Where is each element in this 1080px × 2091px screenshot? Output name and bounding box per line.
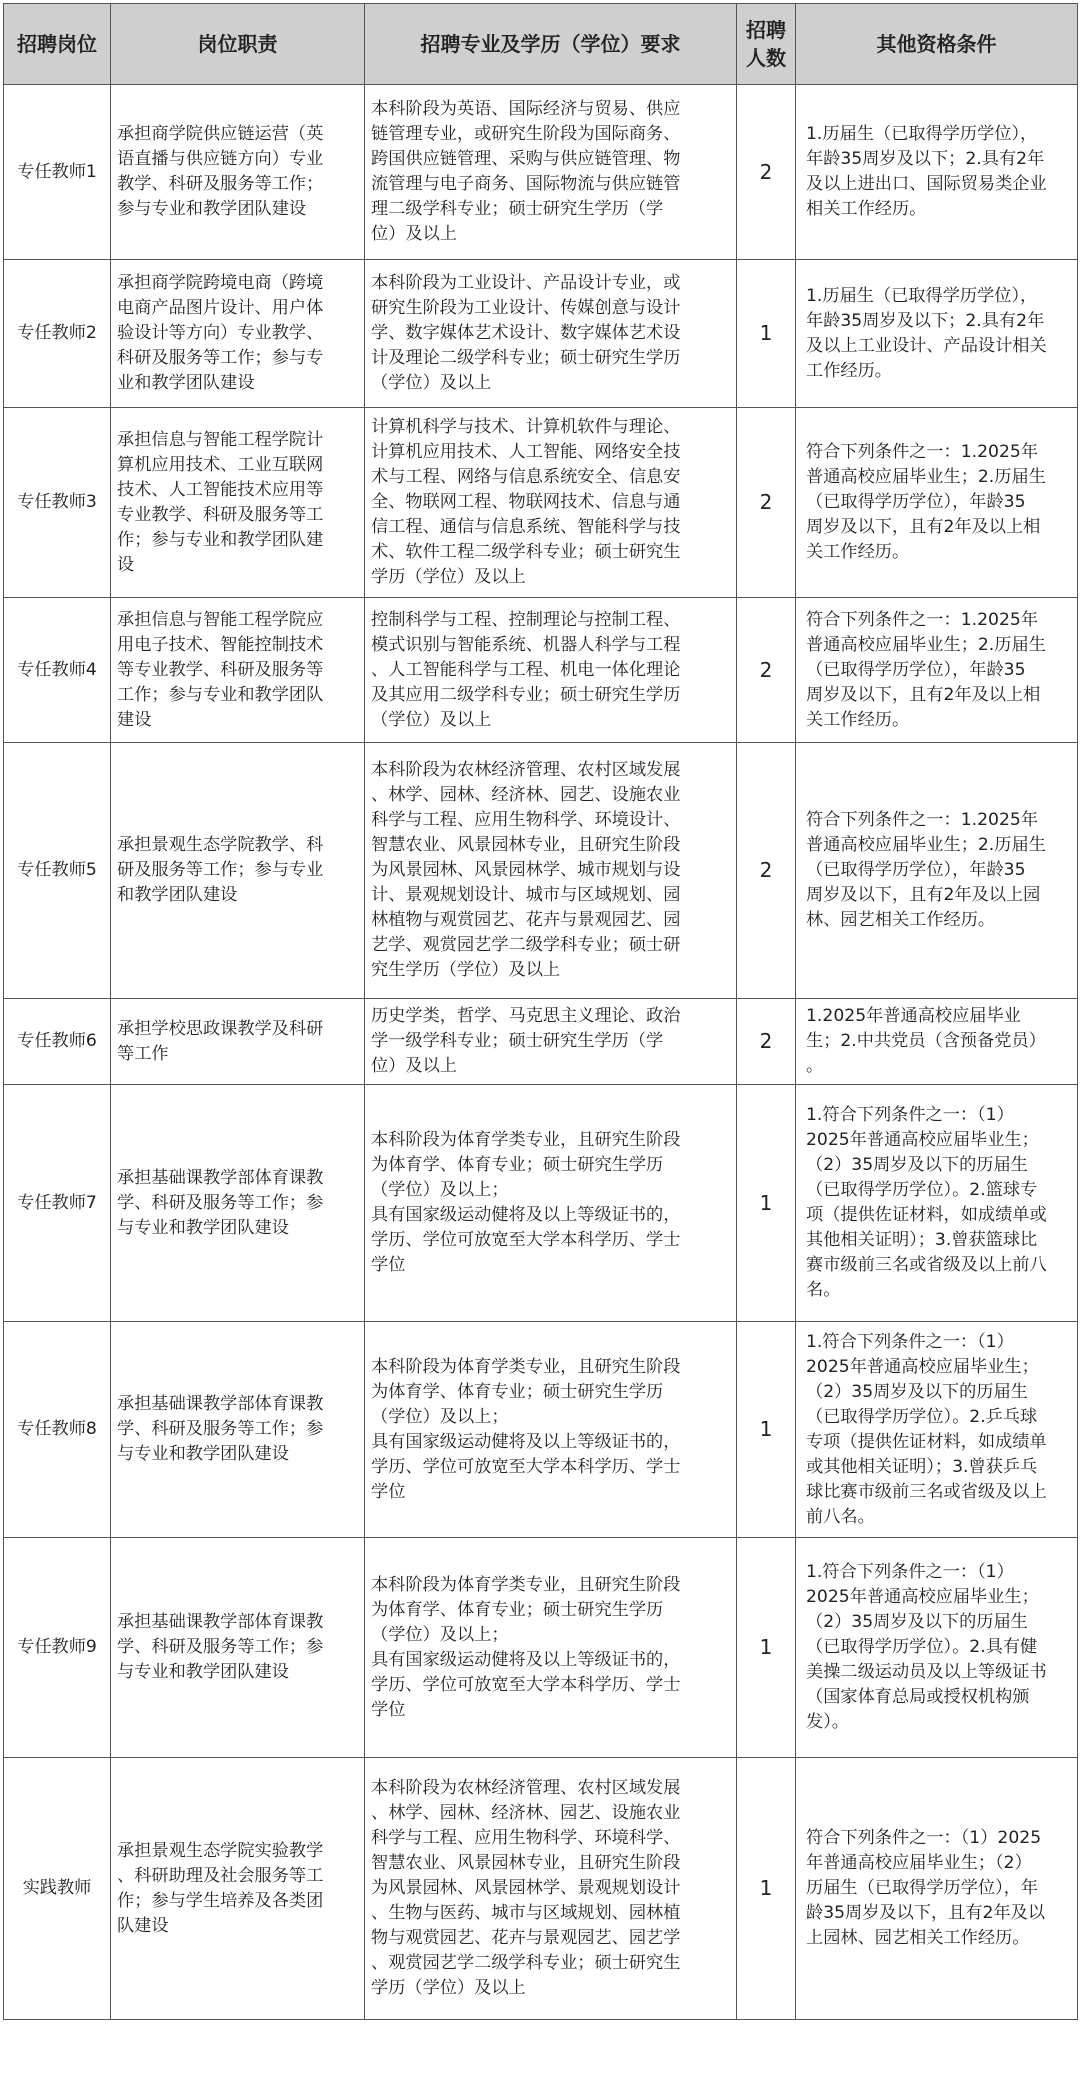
major-cell: 本科阶段为工业设计、产品设计专业，或 研究生阶段为工业设计、传媒创意与设计 学、数字媒体艺术设计、数字媒体艺术设 计及理论二级学科专业；硕士研究生学历 （学位）及以上 — [365, 260, 737, 408]
count-cell: 2 — [737, 999, 796, 1085]
major-cell: 控制科学与工程、控制理论与控制工程、 模式识别与智能系统、机器人科学与工程 、人工智能科学与工程、机电一体化理论 及其应用二级学科专业；硕士研究生学历 （学位）及以上 — [365, 598, 737, 743]
duties-cell: 承担景观生态学院教学、科 研及服务等工作；参与专业 和教学团队建设 — [111, 743, 365, 999]
other-cell: 符合下列条件之一：（1）2025 年普通高校应届毕业生；（2） 历届生（已取得学历学位），年 龄35周岁及以下，且有2年及以 上园林、园艺相关工作经历。 — [796, 1758, 1078, 2020]
other-cell: 1.2025年普通高校应届毕业 生；2.中共党员（含预备党员） 。 — [796, 999, 1078, 1085]
duties-cell: 承担信息与智能工程学院应 用电子技术、智能控制技术 等专业教学、科研及服务等 工作；参与专业和教学团队 建设 — [111, 598, 365, 743]
position-cell: 专任教师3 — [4, 408, 111, 598]
header-position: 招聘岗位 — [4, 4, 111, 85]
position-cell: 专任教师4 — [4, 598, 111, 743]
count-cell: 1 — [737, 1758, 796, 2020]
table-row — [4, 260, 1078, 408]
major-cell: 本科阶段为农林经济管理、农村区域发展 、林学、园林、经济林、园艺、设施农业 科学与工程、应用生物科学、环境设计、 智慧农业、风景园林专业，且研究生阶段 为风景园林、风景园林学、城市规划与设 计、景观规划设计、城市与区域规划、园 林植物与观赏园艺、花卉与景观园艺、园 艺学、观赏园艺学二级学科专业；硕士研 究生学历（学位）及以上 — [365, 743, 737, 999]
table-row — [4, 1322, 1078, 1538]
other-cell: 符合下列条件之一：1.2025年 普通高校应届毕业生；2.历届生 （已取得学历学位），年龄35 周岁及以下，且有2年及以上园 林、园艺相关工作经历。 — [796, 743, 1078, 999]
table-row — [4, 85, 1078, 260]
duties-cell: 承担基础课教学部体育课教 学、科研及服务等工作；参 与专业和教学团队建设 — [111, 1538, 365, 1758]
other-cell: 1.符合下列条件之一：（1） 2025年普通高校应届毕业生； （2）35周岁及以下的历届生 （已取得学历学位）。2.乒乓球 专项（提供佐证材料，如成绩单 或其他相关证明）；3.曾获乒乓 球比赛市级前三名或省级及以上 前八名。 — [796, 1322, 1078, 1538]
duties-cell: 承担信息与智能工程学院计 算机应用技术、工业互联网 技术、人工智能技术应用等 专业教学、科研及服务等工 作；参与专业和教学团队建 设 — [111, 408, 365, 598]
count-cell: 1 — [737, 1538, 796, 1758]
position-cell: 专任教师7 — [4, 1085, 111, 1322]
major-cell: 计算机科学与技术、计算机软件与理论、 计算机应用技术、人工智能、网络安全技 术与工程、网络与信息系统安全、信息安 全、物联网工程、物联网技术、信息与通 信工程、通信与信息系统、智能科学与技 术、软件工程二级学科专业；硕士研究生 学历（学位）及以上 — [365, 408, 737, 598]
header-major: 招聘专业及学历（学位）要求 — [365, 4, 737, 85]
major-cell: 历史学类，哲学、马克思主义理论、政治 学一级学科专业；硕士研究生学历（学 位）及以上 — [365, 999, 737, 1085]
count-cell: 2 — [737, 743, 796, 999]
count-cell: 2 — [737, 598, 796, 743]
major-cell: 本科阶段为农林经济管理、农村区域发展 、林学、园林、经济林、园艺、设施农业 科学与工程、应用生物科学、环境科学、 智慧农业、风景园林专业，且研究生阶段 为风景园林、风景园林学、景观规划设计 、生物与医药、城市与区域规划、园林植 物与观赏园艺、花卉与景观园艺、园艺学 、观赏园艺学二级学科专业；硕士研究生 学历（学位）及以上 — [365, 1758, 737, 2020]
duties-cell: 承担基础课教学部体育课教 学、科研及服务等工作；参 与专业和教学团队建设 — [111, 1085, 365, 1322]
duties-cell: 承担基础课教学部体育课教 学、科研及服务等工作；参 与专业和教学团队建设 — [111, 1322, 365, 1538]
other-cell: 1.符合下列条件之一：（1） 2025年普通高校应届毕业生； （2）35周岁及以下的历届生 （已取得学历学位）。2.篮球专 项（提供佐证材料，如成绩单或 其他相关证明）；3.曾获篮球比 赛市级前三名或省级及以上前八 名。 — [796, 1085, 1078, 1322]
major-cell: 本科阶段为体育学类专业，且研究生阶段 为体育学、体育专业；硕士研究生学历 （学位）及以上； 具有国家级运动健将及以上等级证书的， 学历、学位可放宽至大学本科学历、学士 学位 — [365, 1538, 737, 1758]
position-cell: 专任教师6 — [4, 999, 111, 1085]
count-cell: 2 — [737, 408, 796, 598]
table-row — [4, 1538, 1078, 1758]
header-count: 招聘 人数 — [737, 4, 796, 85]
position-cell: 专任教师9 — [4, 1538, 111, 1758]
duties-cell: 承担商学院供应链运营（英 语直播与供应链方向）专业 教学、科研及服务等工作； 参与专业和教学团队建设 — [111, 85, 365, 260]
major-cell: 本科阶段为体育学类专业，且研究生阶段 为体育学、体育专业；硕士研究生学历 （学位）及以上； 具有国家级运动健将及以上等级证书的， 学历、学位可放宽至大学本科学历、学士 学位 — [365, 1085, 737, 1322]
position-cell: 专任教师2 — [4, 260, 111, 408]
count-cell: 1 — [737, 1085, 796, 1322]
count-cell: 1 — [737, 260, 796, 408]
duties-cell: 承担学校思政课教学及科研 等工作 — [111, 999, 365, 1085]
header-duties: 岗位职责 — [111, 4, 365, 85]
table-row — [4, 408, 1078, 598]
recruitment-table — [3, 3, 1078, 2020]
count-cell: 1 — [737, 1322, 796, 1538]
other-cell: 符合下列条件之一：1.2025年 普通高校应届毕业生；2.历届生 （已取得学历学位），年龄35 周岁及以下，且有2年及以上相 关工作经历。 — [796, 598, 1078, 743]
other-cell: 符合下列条件之一：1.2025年 普通高校应届毕业生；2.历届生 （已取得学历学位），年龄35 周岁及以下，且有2年及以上相 关工作经历。 — [796, 408, 1078, 598]
table-row — [4, 1085, 1078, 1322]
duties-cell: 承担景观生态学院实验教学 、科研助理及社会服务等工 作；参与学生培养及各类团 队建设 — [111, 1758, 365, 2020]
table-row — [4, 999, 1078, 1085]
table-row — [4, 1758, 1078, 2020]
position-cell: 专任教师8 — [4, 1322, 111, 1538]
header-row — [4, 4, 1078, 85]
position-cell: 专任教师1 — [4, 85, 111, 260]
major-cell: 本科阶段为体育学类专业，且研究生阶段 为体育学、体育专业；硕士研究生学历 （学位）及以上； 具有国家级运动健将及以上等级证书的， 学历、学位可放宽至大学本科学历、学士 学位 — [365, 1322, 737, 1538]
other-cell: 1.历届生（已取得学历学位）， 年龄35周岁及以下；2.具有2年 及以上进出口、国际贸易类企业 相关工作经历。 — [796, 85, 1078, 260]
other-cell: 1.历届生（已取得学历学位）， 年龄35周岁及以下；2.具有2年 及以上工业设计、产品设计相关 工作经历。 — [796, 260, 1078, 408]
table-row — [4, 743, 1078, 999]
duties-cell: 承担商学院跨境电商（跨境 电商产品图片设计、用户体 验设计等方向）专业教学、 科研及服务等工作；参与专 业和教学团队建设 — [111, 260, 365, 408]
other-cell: 1.符合下列条件之一：（1） 2025年普通高校应届毕业生； （2）35周岁及以下的历届生 （已取得学历学位）。2.具有健 美操二级运动员及以上等级证书 （国家体育总局或授权机构颁 发）。 — [796, 1538, 1078, 1758]
table-row — [4, 598, 1078, 743]
count-cell: 2 — [737, 85, 796, 260]
major-cell: 本科阶段为英语、国际经济与贸易、供应 链管理专业，或研究生阶段为国际商务、 跨国供应链管理、采购与供应链管理、物 流管理与电子商务、国际物流与供应链管 理二级学科专业；硕士研究生学历（学 位）及以上 — [365, 85, 737, 260]
header-other: 其他资格条件 — [796, 4, 1078, 85]
position-cell: 专任教师5 — [4, 743, 111, 999]
position-cell: 实践教师 — [4, 1758, 111, 2020]
